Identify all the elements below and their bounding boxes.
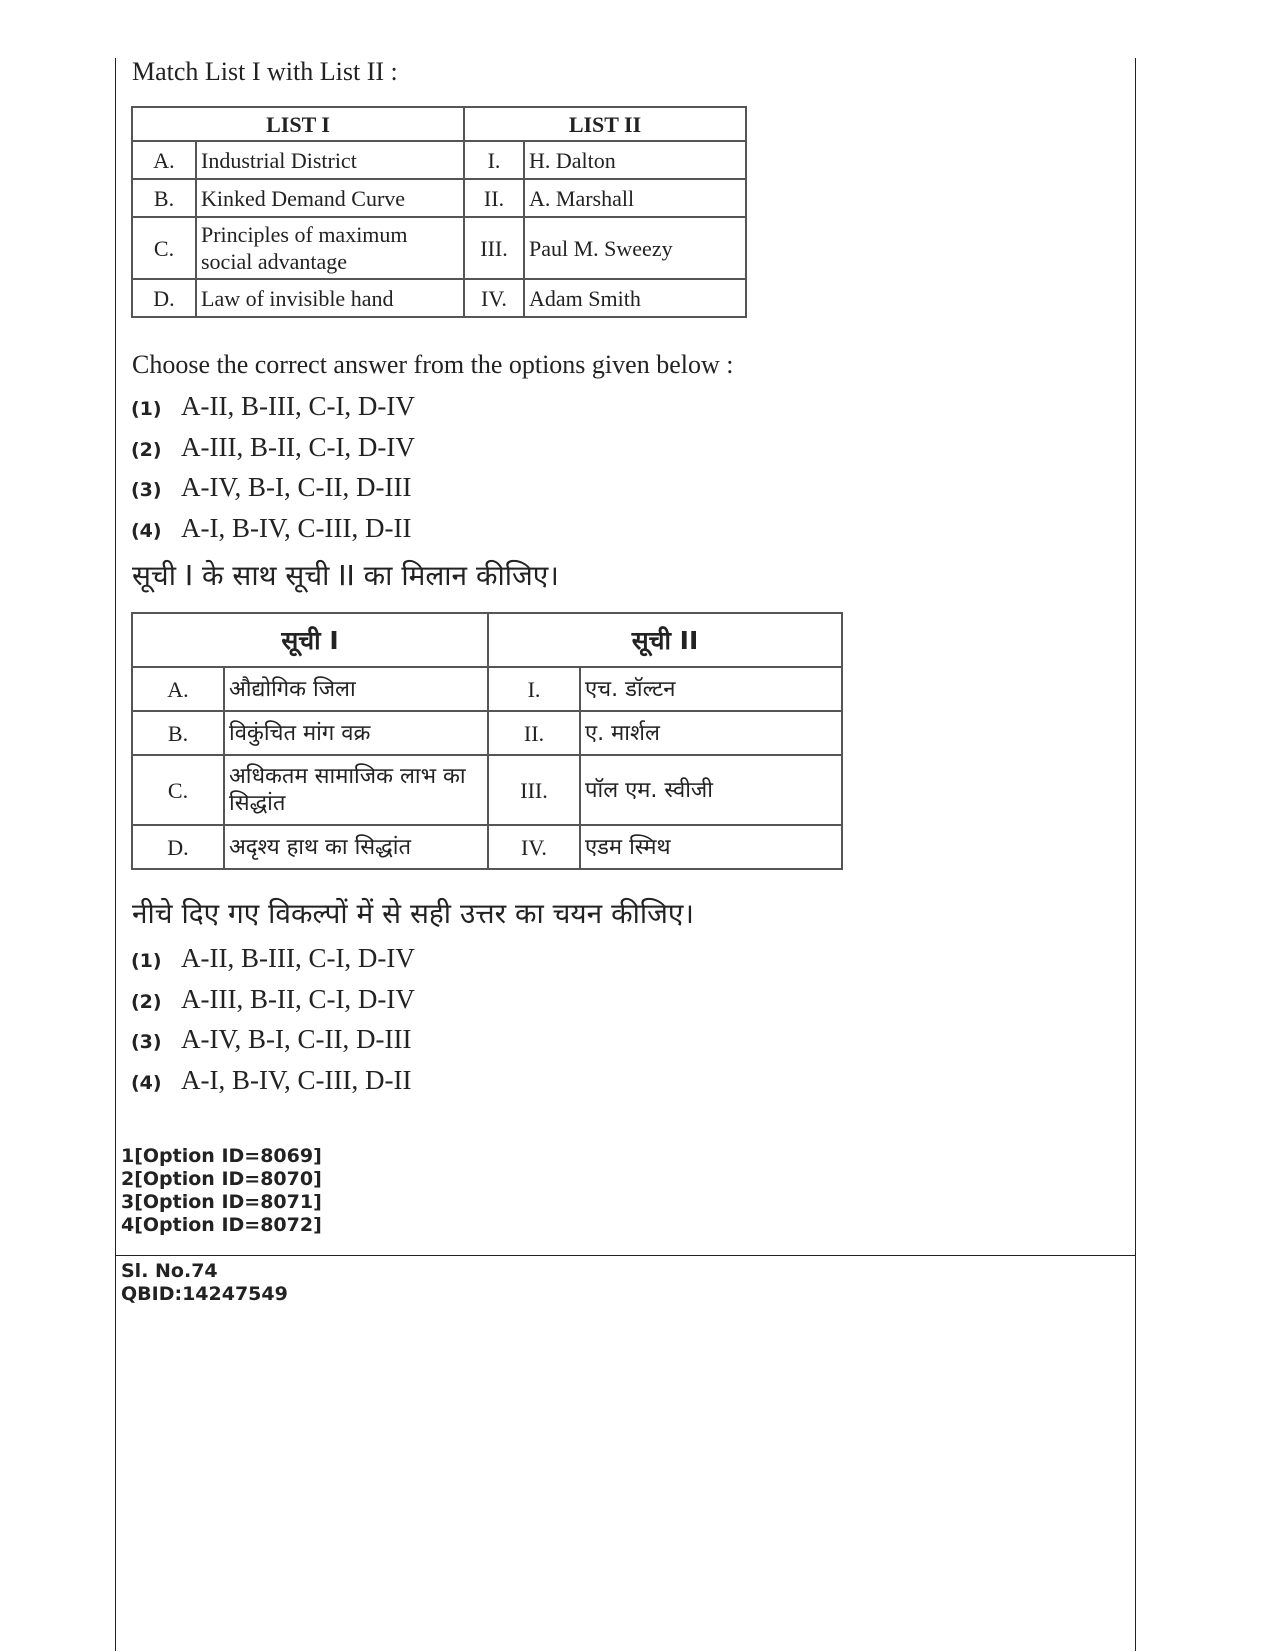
list-item [131, 508, 1091, 549]
row-letter: D. [132, 279, 196, 317]
row-match: ए. मार्शल [580, 711, 842, 755]
match-table-english [131, 106, 747, 318]
option-text: A-IV, B-I, C-II, D-III [181, 472, 412, 502]
option-text: A-II, B-III, C-I, D-IV [181, 943, 415, 973]
row-letter: B. [132, 179, 196, 217]
table-row [132, 667, 842, 711]
row-roman: III. [464, 217, 524, 279]
row-letter: C. [132, 755, 224, 825]
table-row [132, 279, 746, 317]
row-match: Paul M. Sweezy [524, 217, 746, 279]
row-match: एडम स्मिथ [580, 825, 842, 869]
row-match: Adam Smith [524, 279, 746, 317]
option-number: (4) [131, 1071, 162, 1094]
option-number: (3) [131, 1031, 162, 1053]
table-row [132, 755, 842, 825]
choose-answer-hindi: नीचे दिए गए विकल्पों में से सही उत्तर का चयन कीजिए। [132, 897, 694, 930]
table-header-row [132, 613, 842, 667]
row-roman: I. [488, 667, 580, 711]
header-list-2: सूची II [488, 613, 842, 667]
match-table-hindi [131, 612, 843, 870]
frame-right-border [1135, 58, 1136, 1651]
option-id: 3[Option ID=8071] [121, 1191, 322, 1213]
row-match: पॉल एम. स्वीजी [580, 755, 842, 825]
row-item: अधिकतम सामाजिक लाभ का सिद्धांत [224, 755, 488, 825]
frame-left-border [115, 58, 116, 1651]
option-text: A-I, B-IV, C-III, D-II [181, 512, 412, 543]
row-item: औद्योगिक जिला [224, 667, 488, 711]
option-text: A-III, B-II, C-I, D-IV [181, 431, 415, 462]
option-id: 4[Option ID=8072] [121, 1214, 322, 1236]
row-roman: III. [488, 755, 580, 825]
table-row [132, 711, 842, 755]
row-match: H. Dalton [524, 141, 746, 179]
option-id: 2[Option ID=8070] [121, 1168, 322, 1190]
option-text: A-IV, B-I, C-II, D-III [181, 1024, 412, 1054]
option-text: A-I, B-IV, C-III, D-II [181, 1064, 412, 1095]
question-meta [121, 1260, 288, 1306]
question-divider [115, 1255, 1136, 1256]
option-number: (3) [131, 479, 162, 501]
table-row [132, 825, 842, 869]
table-header-row [132, 107, 746, 141]
question-content [131, 56, 1091, 1100]
row-roman: IV. [488, 825, 580, 869]
row-letter: C. [132, 217, 196, 279]
row-match: A. Marshall [524, 179, 746, 217]
row-item: विकुंचित मांग वक्र [224, 711, 488, 755]
list-item [131, 1019, 1091, 1060]
header-list-1: सूची I [132, 613, 488, 667]
option-number: (4) [131, 519, 162, 542]
table-row [132, 179, 746, 217]
row-item: Industrial District [196, 141, 464, 179]
options-list-english [131, 386, 1091, 548]
option-number: (1) [131, 950, 162, 972]
row-item: Law of invisible hand [196, 279, 464, 317]
table-row [132, 217, 746, 279]
list-item [131, 386, 1091, 427]
row-item: Principles of maximum social advantage [196, 217, 464, 279]
choose-answer-english: Choose the correct answer from the options given below : [132, 350, 734, 379]
list-item [131, 427, 1091, 468]
row-roman: II. [488, 711, 580, 755]
row-roman: II. [464, 179, 524, 217]
question-text-english: Match List I with List II : [132, 57, 398, 86]
qbid: QBID:14247549 [121, 1283, 288, 1305]
row-letter: D. [132, 825, 224, 869]
option-text: A-III, B-II, C-I, D-IV [181, 983, 415, 1014]
option-id-list [121, 1145, 322, 1237]
row-roman: I. [464, 141, 524, 179]
question-text-hindi: सूची I के साथ सूची II का मिलान कीजिए। [132, 559, 559, 592]
row-letter: A. [132, 667, 224, 711]
option-number: (1) [131, 398, 162, 420]
list-item [131, 938, 1091, 979]
option-text: A-II, B-III, C-I, D-IV [181, 391, 415, 421]
row-letter: A. [132, 141, 196, 179]
row-item: Kinked Demand Curve [196, 179, 464, 217]
option-id: 1[Option ID=8069] [121, 1145, 322, 1167]
list-item [131, 979, 1091, 1020]
option-number: (2) [131, 990, 162, 1013]
row-item: अदृश्य हाथ का सिद्धांत [224, 825, 488, 869]
list-item [131, 1060, 1091, 1101]
list-item [131, 467, 1091, 508]
row-roman: IV. [464, 279, 524, 317]
serial-number: Sl. No.74 [121, 1260, 218, 1282]
table-row [132, 141, 746, 179]
options-list-hindi [131, 938, 1091, 1100]
row-letter: B. [132, 711, 224, 755]
option-number: (2) [131, 438, 162, 461]
header-list-2: LIST II [464, 107, 746, 141]
row-match: एच. डॉल्टन [580, 667, 842, 711]
header-list-1: LIST I [132, 107, 464, 141]
